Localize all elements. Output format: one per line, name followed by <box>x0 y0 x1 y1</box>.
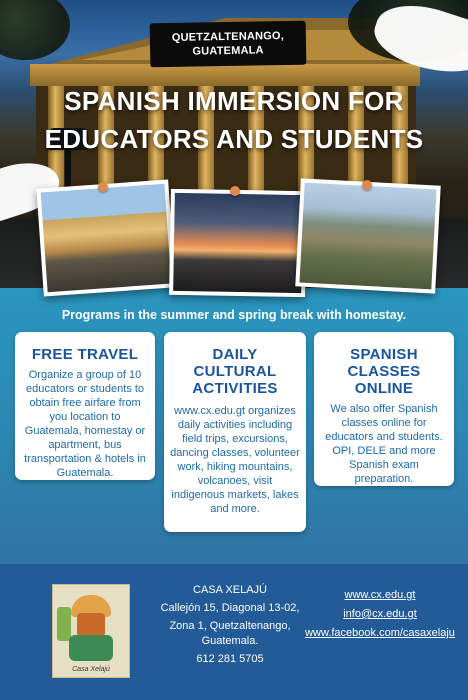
address-line-2: Zona 1, Quetzaltenango, Guatemala. <box>169 620 291 647</box>
photo-hiking-group <box>295 178 440 293</box>
school-logo <box>52 584 130 678</box>
card-spanish-online <box>314 332 454 486</box>
headline-line-2: EDUCATORS AND STUDENTS <box>44 124 424 154</box>
card-body: www.cx.edu.gt organizes daily activities including field trips, excursions, dancing classes, volunteer work, hiking mountains, volcanoes, visit indigenous markets, lakes and more. <box>170 405 300 515</box>
card-body: We also offer Spanish classes online for educators and students. OPI, DELE and more Spanish exam preparation. <box>325 403 443 485</box>
card-title-line: SPANISH <box>350 346 418 363</box>
contact-links <box>300 588 460 645</box>
card-title-line: DAILY <box>212 346 258 363</box>
location-city: QUETZALTENANGO, <box>171 30 285 44</box>
card-title <box>314 346 454 397</box>
card-title: FREE TRAVEL <box>31 346 139 363</box>
address-line-1: Callejón 15, Diagonal 13-02, <box>160 602 300 614</box>
card-title-line: CLASSES <box>347 363 421 380</box>
location-country: GUATEMALA <box>192 44 264 58</box>
pin-icon <box>98 182 108 192</box>
contact-address <box>150 583 310 670</box>
card-cultural-activities <box>164 332 306 532</box>
facebook-link[interactable]: www.facebook.com/casaxelaju <box>305 627 455 639</box>
phone-number: 612 281 5705 <box>196 653 264 665</box>
school-name: CASA XELAJÚ <box>193 584 267 596</box>
card-free-travel <box>15 332 155 480</box>
pin-icon <box>362 180 372 190</box>
email-link[interactable]: info@cx.edu.gt <box>343 608 417 620</box>
website-link[interactable]: www.cx.edu.gt <box>344 589 416 601</box>
photo-sunset-volcano <box>169 189 307 297</box>
photo-church-group <box>36 180 175 297</box>
page-title <box>0 82 468 158</box>
programs-subheadline: Programs in the summer and spring break with homestay. <box>61 308 407 322</box>
location-tag <box>150 21 307 68</box>
headline-line-1: SPANISH IMMERSION FOR <box>64 86 404 116</box>
card-title-line: ACTIVITIES <box>192 380 278 397</box>
card-title <box>164 346 306 397</box>
card-title-line: CULTURAL <box>193 363 277 380</box>
card-title-line: ONLINE <box>354 380 414 397</box>
card-body: Organize a group of 10 educators or students to obtain free airfare from you location to Guatemala, homestay or apartment, bus transportation & hotels in Guatemala. <box>24 369 146 479</box>
pin-icon <box>230 186 240 196</box>
logo-text: Casa Xelajú <box>72 666 110 673</box>
